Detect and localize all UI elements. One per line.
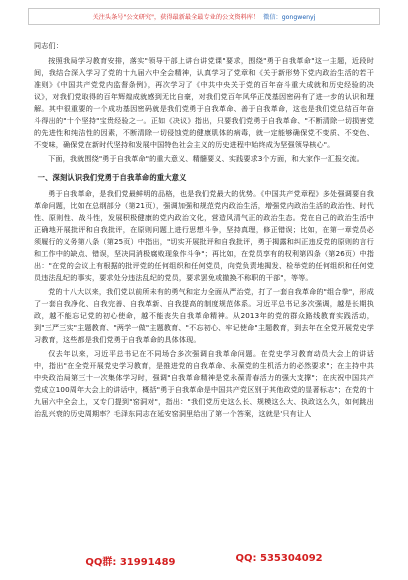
- salutation: 同志们：: [34, 41, 63, 50]
- qq-number: QQ: 535304092: [235, 553, 323, 564]
- section-heading: 一、深刻认识我们党勇于自我革命的重大意义: [37, 173, 187, 182]
- intro-paragraph: 下面，我就围绕"勇于自我革命"的重大意义、精髓要义、实践要求3个方面，和大家作一汇报交流。: [48, 154, 364, 163]
- promo-banner: [28, 8, 380, 25]
- contact-footer: [0, 553, 408, 568]
- qq-group: QQ群: 31991489: [85, 557, 176, 568]
- wechat-id: 微信：gongwenyj: [263, 14, 316, 21]
- section-paragraph: 党的十八大以来，我们党以前所未有的勇气和定力全面从严治党，打了一套自我革命的"组合拳"，形成了一套自我净化、自我完善、自我革新、自我提高的制度规范体系。习近平总书记多次强调，越是长期执政，越不能忘记党的初心使命，越不能丧失自我革命精神。从2013年的党的群众路线教育实践活动，到"三严三实"主题教育、"两学一做"主题教育、"不忘初心、牢记使命"主题教育，到去年在全党开展党史学习教育，这些都是我们党勇于自我革命的具体体现。: [34, 287, 374, 344]
- section-paragraph: 勇于自我革命，是我们党最鲜明的品格，也是我们党最大的优势。《中国共产党章程》多处强调要自我革命问题，比如在总纲部分（第21页），强调加强和规范党内政治生活，增强党内政治生活的政治性、时代性、原则性、战斗性，发展积极健康的党内政治文化，营造风清气正的政治生态。党在自己的政治生活中正确地开展批评和自我批评，在原则问题上进行思想斗争，坚持真理，修正错误；比如，在第一章党员必须履行的义务第八条（第25页）中指出，"切实开展批评和自我批评，勇于揭露和纠正违反党的原则的言行和工作中的缺点、错误，坚决同消极腐败现象作斗争"；再比如，在党员享有的权利第四条（第26页）中指出："在党的会议上有根据的批评党的任何组织和任何党员，向党负责地揭发、检举党的任何组织和任何党员违法乱纪的事实，要求处分违法乱纪的党员，要求罢免或撤换不称职的干部"，等等。: [34, 189, 374, 282]
- document-body: [34, 40, 374, 420]
- intro-paragraph: 按照我局学习教育安排，落实"领导干部上讲台讲党课"要求，围绕"勇于自我革命"这一主题，近段时间，我结合深入学习了党的十九届六中全会精神，认真学习了党章和《关于新形势下党内政治生活的若干准则》《中国共产党党内监督条例》，再次学习了《中共中央关于党的百年奋斗重大成就和历史经验的决议》，对我们党取得的百年辉煌成就感到无比自豪，对我们党百年风华正茂基因密码有了进一步的认识和理解。其中很重要的一个成功基因密码就是我们党勇于自我革命、善于自我革命，这也是我们党总结百年奋斗得出的"十个坚持"宝贵经验之一。正如《决议》指出，只要我们党勇于自我革命、"不断清除一切损害党的先进性和纯洁性的因素，不断清除一切侵蚀党的健康肌体的病毒，就一定能够确保党不变质、不变色、不变味，确保党在新时代坚持和发展中国特色社会主义的历史进程中始终成为坚强领导核心"。: [34, 56, 374, 149]
- promo-banner-text: 关注头条号"公文研究"，获得最新最全最专业的公文资料库！: [92, 14, 260, 21]
- section-paragraph: 仅去年以来，习近平总书记在不同场合多次强调自我革命问题。在党史学习教育动员大会上的讲话中，指出"在全党开展党史学习教育，是推进党的自我革命、永葆党的生机活力的必然要求"；在主持中共中央政治局第三十一次集体学习时，强调"自我革命精神是党永葆青春活力的强大支撑"；在庆祝中国共产党成立100周年大会上的讲话中，概括"勇于自我革命是中国共产党区别于其他政党的显著标志"；在党的十九届六中全会上，又专门提到"窑洞对"，指出："我们党历史这么长、规模这么大、执政这么久，如何跳出治乱兴衰的历史周期率？毛泽东同志在延安窑洞里给出了第一个答案，这就是'只有让人: [34, 349, 374, 418]
